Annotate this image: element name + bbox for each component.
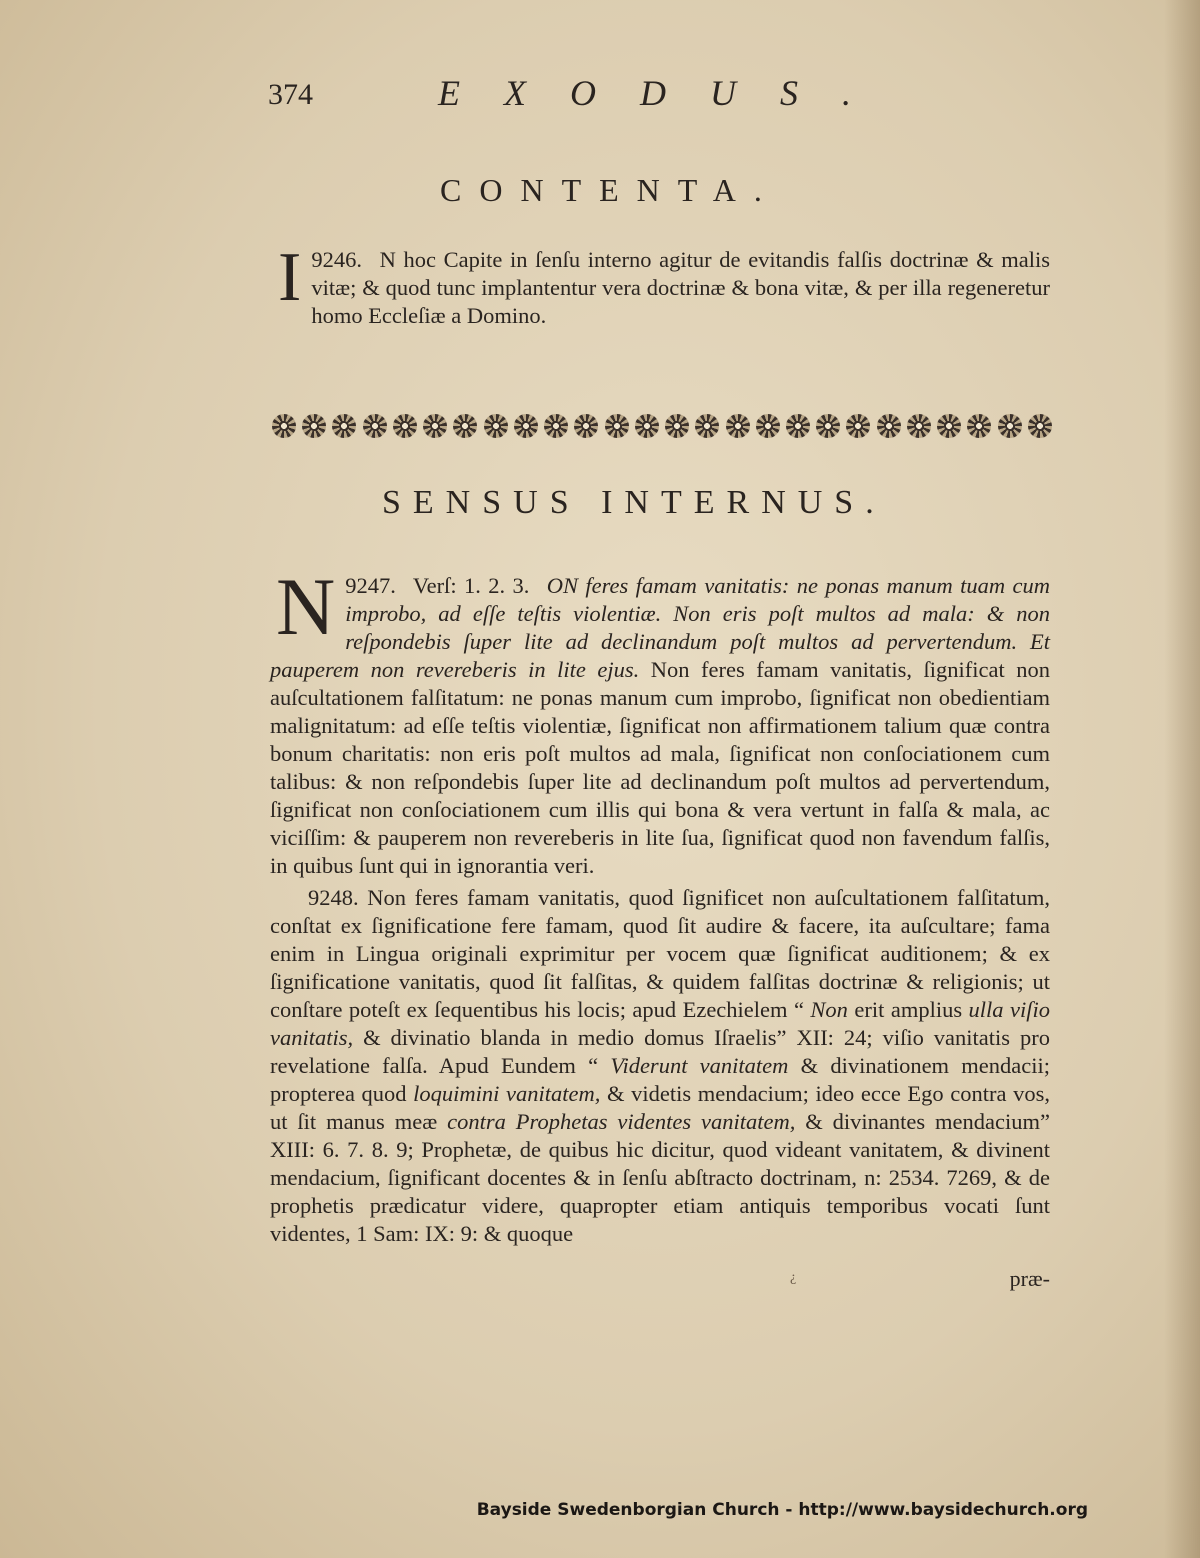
- flower-ornament-icon: [635, 414, 659, 438]
- paragraph-9246: [270, 239, 1050, 330]
- running-title: EXODUS.: [438, 73, 895, 113]
- drop-cap: I: [278, 239, 302, 316]
- paragraph-number: 9247.: [345, 573, 396, 598]
- scripture-quote: ON feres famam vanitatis: ne ponas manum tuam cum improbo, ad eſſe teſtis violentiæ. Non eris poſt multos ad mala: & non reſpondebis ſuper lite ad declinandum poſt multos ad pervertendum. Et pauperem non revereberis in lite ejus.: [270, 573, 1050, 682]
- catchword: præ-: [1009, 1266, 1050, 1291]
- flower-ornament-icon: [272, 414, 296, 438]
- ornament-divider: [272, 414, 1052, 438]
- flower-ornament-icon: [907, 414, 931, 438]
- flower-ornament-icon: [423, 414, 447, 438]
- flower-ornament-icon: [453, 414, 477, 438]
- flower-ornament-icon: [726, 414, 750, 438]
- flower-ornament-icon: [665, 414, 689, 438]
- section-title-contenta: CONTENTA.: [440, 172, 780, 208]
- italic-quote: ulla viſio vanitatis,: [270, 997, 1050, 1050]
- paragraph-text: & divinatio blanda in medio domus Iſraelis” XII: 24; viſio vanitatis pro revelatione falſa. Apud Eundem “: [270, 1025, 1050, 1078]
- section-title-sensus-internus: SENSUS INTERNUS.: [382, 484, 886, 521]
- paragraph-text: Non feres famam vanitatis, ſignificat non auſcultationem falſitatum: ne ponas manum cum improbo, ſignificat non obedientiam malignitatum: ad eſſe teſtis violentiæ, ſignificat non affirmationem talium quæ contra bonum charitatis: non eris poſt multos ad mala, ſignificat non conſociationem cum talibus: & non reſpondebis ſuper lite ad declinandum poſt multos ad pervertendum, ſignificat non conſociationem cum illis qui bona & vera vertunt in falſa & mala, ac viciſſim: & pauperem non revereberis in lite ſua, ſignificat quod non favendum falſis, in quibus ſunt qui in ignorantia veri.: [270, 657, 1050, 878]
- page-edge-shadow: [1164, 0, 1200, 1558]
- flower-ornament-icon: [332, 414, 356, 438]
- flower-ornament-icon: [816, 414, 840, 438]
- verse-reference: Verſ: 1. 2. 3.: [412, 573, 530, 598]
- footer-credit: Bayside Swedenborgian Church - http://www.baysidechurch.org: [476, 1500, 1088, 1520]
- signature-mark: ¿: [790, 1270, 797, 1285]
- paragraph-9247: [270, 561, 1050, 880]
- flower-ornament-icon: [937, 414, 961, 438]
- paragraph-text: & videtis mendacium; ideo ecce Ego contra vos, ut ſit manus meæ: [270, 1081, 1050, 1134]
- flower-ornament-icon: [574, 414, 598, 438]
- flower-ornament-icon: [544, 414, 568, 438]
- paragraph-text: & divinantes mendacium” XIII: 6. 7. 8. 9; Prophetæ, de quibus hic dicitur, quod videant vanitatem, & divinent mendacium, ſignificant docentes & in ſenſu abſtracto doctrinam, n: 2534. 7269, & de prophetis prædicatur videre, quapropter etiam antiquis temporibus vocati ſunt videntes, 1 Sam: IX: 9: & quoque: [270, 1109, 1051, 1246]
- paragraph-number: 9246.: [311, 247, 362, 272]
- flower-ornament-icon: [756, 414, 780, 438]
- flower-ornament-icon: [846, 414, 870, 438]
- page-header: [268, 72, 895, 122]
- flower-ornament-icon: [877, 414, 901, 438]
- paragraph-number: 9248.: [308, 885, 359, 910]
- flower-ornament-icon: [484, 414, 508, 438]
- paragraph-text: erit amplius: [847, 997, 969, 1022]
- italic-quote: Viderunt vanitatem: [610, 1053, 789, 1078]
- flower-ornament-icon: [302, 414, 326, 438]
- flower-ornament-icon: [605, 414, 629, 438]
- italic-quote: contra Prophetas videntes vanitatem,: [447, 1109, 796, 1134]
- paragraph-text: N hoc Capite in ſenſu interno agitur de evitandis falſis doctrinæ & malis vitæ; & quod tunc implantentur vera doctrinæ & bona vitæ, & per illa regeneretur homo Eccleſiæ a Domino.: [311, 247, 1050, 328]
- flower-ornament-icon: [967, 414, 991, 438]
- flower-ornament-icon: [393, 414, 417, 438]
- italic-quote: Non: [810, 997, 848, 1022]
- flower-ornament-icon: [1028, 414, 1052, 438]
- flower-ornament-icon: [695, 414, 719, 438]
- flower-ornament-icon: [998, 414, 1022, 438]
- drop-cap: N: [276, 561, 336, 652]
- paragraph-9248: [270, 884, 1050, 1248]
- paragraph-text: & divinationem mendacii; propterea quod: [270, 1053, 1050, 1106]
- flower-ornament-icon: [363, 414, 387, 438]
- paragraph-text: Non feres famam vanitatis, quod ſignificet non auſcultationem falſitatum, conſtat ex ſignificatione fere famam, quod ſit audire & facere, ita auſcultare; fama enim in Lingua originali exprimitur per vocem quæ ſignificat auditionem; & ex ſignificatione vanitatis, quod ſit falſitas, & quidem falſitas doctrinæ & religionis; ut conſtare poteſt ex ſequentibus his locis; apud Ezechielem “: [270, 885, 1050, 1022]
- italic-quote: loquimini vanitatem,: [413, 1081, 601, 1106]
- page-number: 374: [268, 78, 313, 111]
- flower-ornament-icon: [514, 414, 538, 438]
- flower-ornament-icon: [786, 414, 810, 438]
